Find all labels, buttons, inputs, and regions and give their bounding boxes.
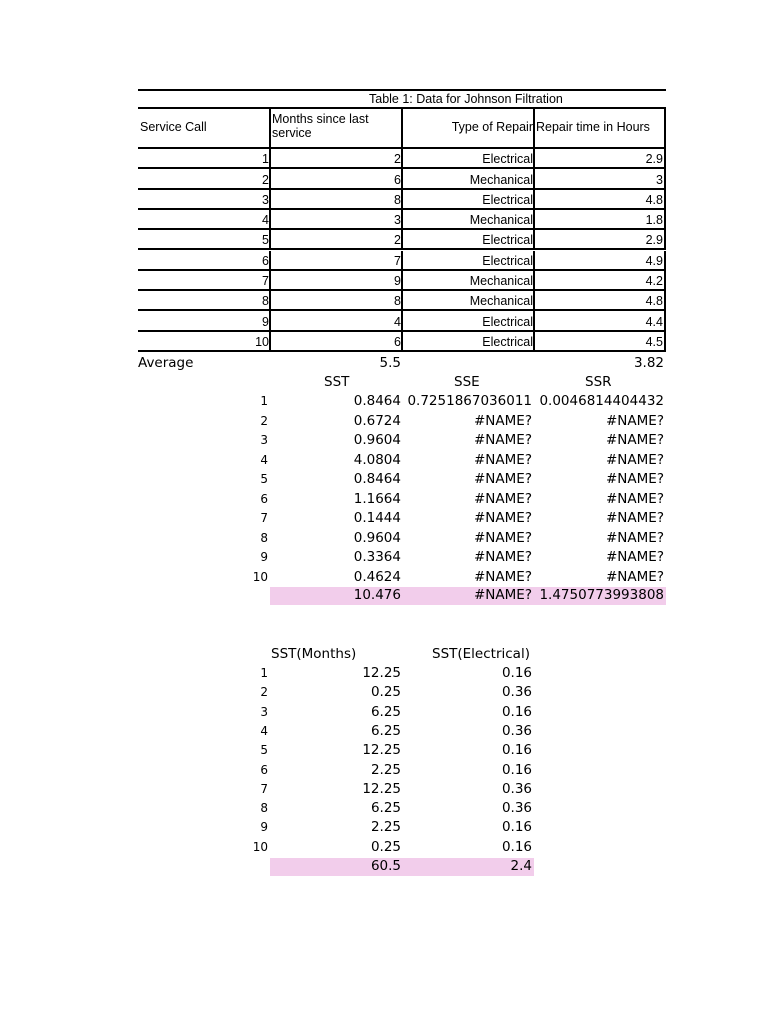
sst-months-value: 12.25	[362, 780, 401, 797]
months-cell: 2	[269, 230, 402, 248]
repair-type-cell: Electrical	[401, 190, 534, 208]
sst-value: 0.3364	[353, 549, 401, 565]
row-index: 9	[260, 820, 268, 835]
sst-months-value: 6.25	[370, 703, 401, 720]
months-cell: 2	[269, 149, 402, 167]
ssr-value: #NAME?	[606, 510, 664, 526]
service-call-cell: 3	[262, 192, 269, 207]
repair-time-cell: 4.8	[533, 190, 666, 208]
row-index: 4	[260, 452, 268, 467]
repair-type-cell: Mechanical	[401, 291, 534, 309]
service-call-cell: 1	[262, 152, 269, 167]
repair-time-cell: 2.9	[533, 149, 666, 167]
sst-value: 1.1664	[353, 490, 401, 507]
row-index: 3	[260, 704, 268, 719]
total-sst: 10.476	[353, 587, 401, 603]
service-call-cell: 9	[262, 314, 269, 329]
repair-type-cell: Electrical	[401, 230, 534, 248]
ssr-value: #NAME?	[606, 451, 664, 468]
row-index: 6	[260, 491, 268, 506]
months-cell: 7	[269, 251, 402, 269]
sst-electrical-value: 0.36	[501, 684, 532, 701]
sse-value: #NAME?	[474, 490, 532, 507]
header-months-since-service: Months since last service	[269, 109, 402, 147]
row-index: 6	[260, 762, 268, 777]
ssr-value: 0.0046814404432	[539, 393, 664, 409]
table-row	[138, 332, 666, 352]
repair-type-cell: Electrical	[401, 251, 534, 269]
table-row	[138, 271, 666, 291]
sse-value: #NAME?	[474, 451, 532, 468]
row-index: 4	[260, 723, 268, 738]
header-sst: SST	[324, 374, 350, 390]
sse-value: #NAME?	[474, 549, 532, 565]
service-call-cell: 6	[262, 253, 269, 268]
table-title: Table 1: Data for Johnson Filtration	[369, 92, 563, 106]
sst-value: 0.1444	[353, 510, 401, 526]
header-type-of-repair: Type of Repair	[401, 109, 534, 147]
table-header-row	[138, 109, 666, 149]
row-index: 10	[252, 839, 268, 854]
row-index: 2	[260, 413, 268, 428]
months-cell: 6	[269, 169, 402, 187]
header-sst-months: SST(Months)	[271, 646, 357, 662]
table-row	[138, 251, 666, 271]
header-sse: SSE	[454, 374, 480, 390]
sst-electrical-value: 0.36	[501, 800, 532, 817]
sse-value: #NAME?	[474, 568, 532, 585]
sst-electrical-value: 0.16	[501, 838, 532, 855]
sst-electrical-value: 0.16	[501, 665, 532, 681]
header-sst-electrical: SST(Electrical)	[432, 646, 530, 662]
sst-value: 4.0804	[353, 451, 401, 468]
sst-electrical-value: 0.16	[501, 819, 532, 836]
average-label: Average	[138, 355, 194, 371]
sse-value: #NAME?	[474, 432, 532, 448]
table-title-row	[138, 89, 666, 109]
row-index: 8	[260, 801, 268, 816]
repair-type-cell: Mechanical	[401, 271, 534, 289]
row-index: 7	[260, 781, 268, 796]
total-sst-months: 60.5	[370, 858, 401, 874]
row-index: 5	[260, 743, 268, 758]
sst-months-value: 12.25	[362, 665, 401, 681]
table-row	[138, 291, 666, 311]
sst-value: 0.9604	[353, 529, 401, 546]
row-index: 5	[260, 472, 268, 486]
ssr-value: #NAME?	[606, 529, 664, 546]
service-call-cell: 7	[262, 274, 269, 289]
sst-value: 0.8464	[353, 471, 401, 487]
row-index: 9	[260, 550, 268, 564]
ssr-value: #NAME?	[606, 432, 664, 448]
sst-value: 0.9604	[353, 432, 401, 448]
table-row	[138, 210, 666, 230]
repair-type-cell: Mechanical	[401, 169, 534, 187]
sse-value: #NAME?	[474, 412, 532, 429]
repair-time-cell: 4.4	[533, 311, 666, 329]
table-row	[138, 311, 666, 331]
ssr-value: #NAME?	[606, 490, 664, 507]
repair-type-cell: Electrical	[401, 149, 534, 167]
service-call-cell: 4	[262, 213, 269, 228]
table-row	[138, 149, 666, 169]
sst-electrical-value: 0.16	[501, 703, 532, 720]
months-cell: 9	[269, 271, 402, 289]
total-sse: #NAME?	[474, 587, 532, 603]
row-index: 7	[260, 511, 268, 525]
service-call-cell: 10	[255, 334, 269, 349]
table-row	[138, 169, 666, 189]
header-service-call: Service Call	[140, 120, 207, 134]
ssr-value: #NAME?	[606, 568, 664, 585]
months-cell: 4	[269, 311, 402, 329]
service-call-cell: 8	[262, 294, 269, 309]
sst-months-value: 0.25	[370, 838, 401, 855]
repair-time-cell: 4.8	[533, 291, 666, 309]
row-index: 8	[260, 530, 268, 545]
sse-value: 0.7251867036011	[407, 393, 532, 409]
months-cell: 8	[269, 291, 402, 309]
ssr-value: #NAME?	[606, 549, 664, 565]
sst-electrical-value: 0.36	[501, 780, 532, 797]
months-cell: 8	[269, 190, 402, 208]
average-months: 5.5	[379, 355, 401, 371]
average-hours: 3.82	[633, 355, 664, 371]
sse-value: #NAME?	[474, 471, 532, 487]
row-index: 2	[260, 685, 268, 700]
months-cell: 3	[269, 210, 402, 228]
repair-type-cell: Electrical	[401, 311, 534, 329]
header-ssr: SSR	[585, 374, 612, 390]
ssr-value: #NAME?	[606, 412, 664, 429]
total-sst-electrical: 2.4	[510, 858, 532, 874]
repair-time-cell: 3	[533, 169, 666, 187]
sst-electrical-value: 0.16	[501, 761, 532, 778]
total-ssr: 1.4750773993808	[539, 587, 664, 603]
row-index: 3	[260, 433, 268, 447]
service-call-cell: 5	[262, 233, 269, 248]
table-row	[138, 230, 666, 250]
sse-value: #NAME?	[474, 529, 532, 546]
sst-months-value: 12.25	[362, 742, 401, 759]
sst-months-value: 0.25	[370, 684, 401, 701]
repair-time-cell: 4.9	[533, 251, 666, 269]
sse-value: #NAME?	[474, 510, 532, 526]
sst-months-value: 6.25	[370, 722, 401, 739]
sst-totals-highlight	[270, 858, 534, 876]
sst-value: 0.8464	[353, 393, 401, 409]
repair-type-cell: Mechanical	[401, 210, 534, 228]
row-index: 10	[252, 569, 268, 584]
sst-value: 0.6724	[353, 412, 401, 429]
table-row	[138, 190, 666, 210]
repair-time-cell: 1.8	[533, 210, 666, 228]
months-cell: 6	[269, 332, 402, 350]
ssr-value: #NAME?	[606, 471, 664, 487]
row-index: 1	[260, 394, 268, 408]
sst-months-value: 2.25	[370, 819, 401, 836]
repair-time-cell: 4.5	[533, 332, 666, 350]
sst-electrical-value: 0.16	[501, 742, 532, 759]
sst-months-value: 6.25	[370, 800, 401, 817]
repair-time-cell: 2.9	[533, 230, 666, 248]
sst-value: 0.4624	[353, 568, 401, 585]
service-call-cell: 2	[262, 172, 269, 187]
sst-months-value: 2.25	[370, 761, 401, 778]
repair-type-cell: Electrical	[401, 332, 534, 350]
repair-time-cell: 4.2	[533, 271, 666, 289]
header-repair-time: Repair time in Hours	[533, 109, 666, 147]
sst-electrical-value: 0.36	[501, 722, 532, 739]
row-index: 1	[260, 666, 268, 680]
